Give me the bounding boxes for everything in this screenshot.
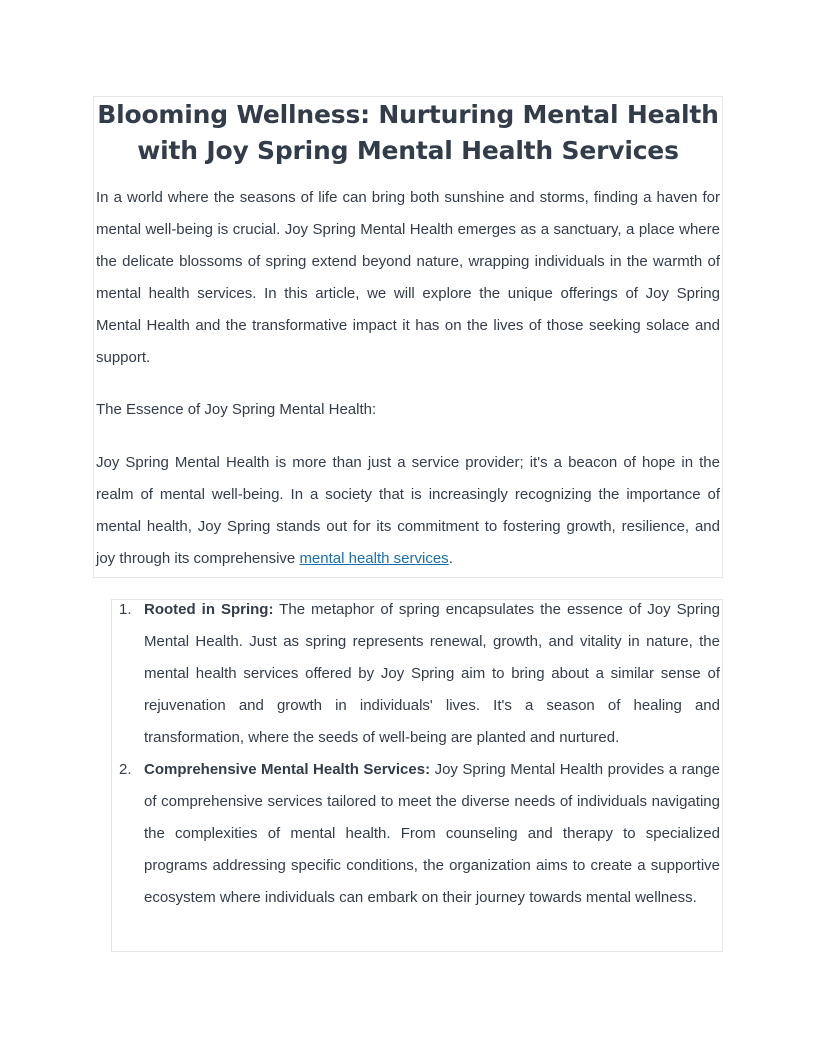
section-heading: The Essence of Joy Spring Mental Health:: [96, 401, 377, 418]
list-item-text: Joy Spring Mental Health provides a range of comprehensive services tailored to meet the diverse needs of individuals navigating the complexities of mental health. From counseling and therapy to specialized programs addressing specific conditions, the organization aims to create a supportive ecosystem where individuals can embark on their journey towards mental wellness.: [144, 761, 720, 906]
essence-end: .: [448, 550, 453, 567]
services-list: [119, 594, 720, 914]
mental-health-services-link[interactable]: mental health services: [299, 550, 449, 567]
article-title: Blooming Wellness: Nurturing Mental Health with Joy Spring Mental Health Services: [97, 100, 719, 165]
list-item: [119, 594, 720, 754]
essence-paragraph: [96, 447, 720, 575]
list-item-heading: Comprehensive Mental Health Services:: [144, 761, 431, 778]
essence-text: Joy Spring Mental Health is more than just a service provider; it's a beacon of hope in the realm of mental well-being. In a society that is increasingly recognizing the importance of mental health, Joy Spring stands out for its commitment to fostering growth, resilience, and joy through its comprehensive: [96, 454, 720, 567]
list-item-heading: Rooted in Spring:: [144, 601, 274, 618]
list-number: 1.: [119, 601, 132, 618]
list-number: 2.: [119, 761, 132, 778]
list-item-text: The metaphor of spring encapsulates the essence of Joy Spring Mental Health. Just as spring represents renewal, growth, and vitality in nature, the mental health services offered by Joy Spring aim to bring about a similar sense of rejuvenation and growth in individuals' lives. It's a season of healing and transformation, where the seeds of well-being are planted and nurtured.: [144, 601, 720, 746]
list-item: [119, 754, 720, 914]
intro-paragraph: In a world where the seasons of life can bring both sunshine and storms, finding a haven for mental well-being is crucial. Joy Spring Mental Health emerges as a sanctuary, a place where the delicate blossoms of spring extend beyond nature, wrapping individuals in the warmth of mental health services. In this article, we will explore the unique offerings of Joy Spring Mental Health and the transformative impact it has on the lives of those seeking solace and support.: [96, 189, 720, 366]
